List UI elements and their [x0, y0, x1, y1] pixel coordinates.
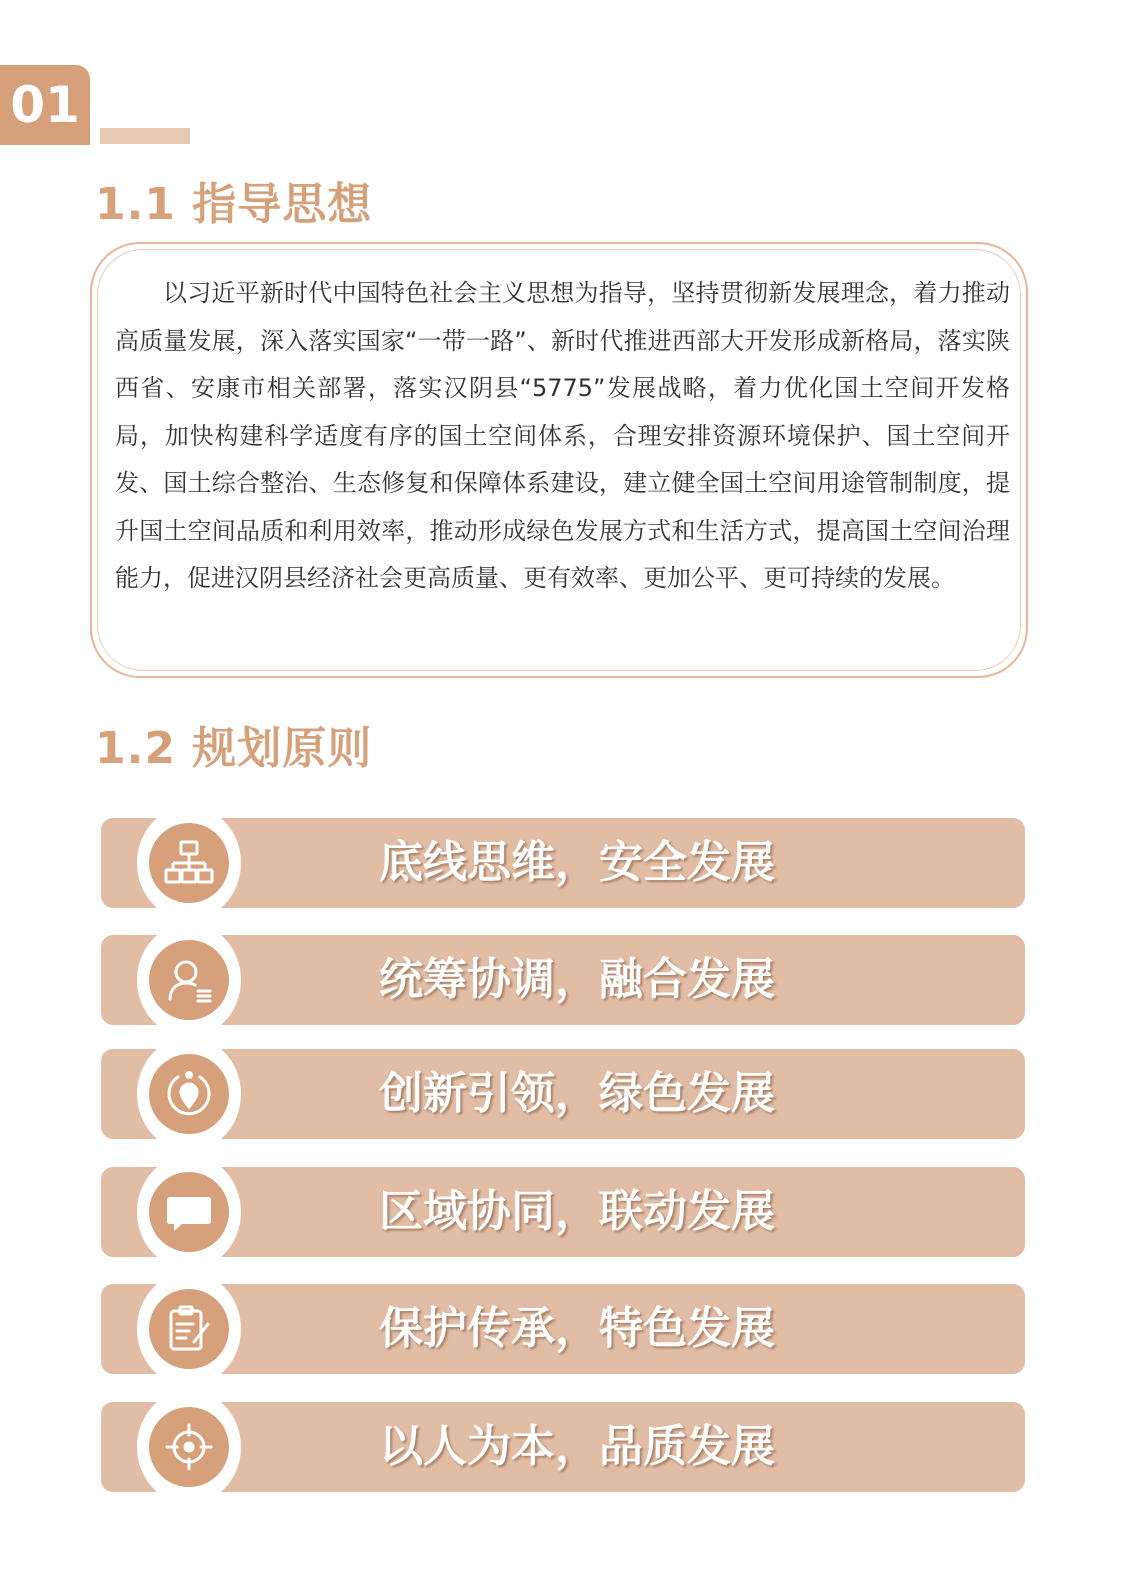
section-title-planning-principles: 1.2 规划原则 [95, 723, 373, 774]
location-pin-icon [149, 1054, 229, 1134]
principle-row [101, 1049, 1025, 1139]
crosshair-icon [149, 1407, 229, 1487]
section-title-guiding-ideology: 1.1 指导思想 [95, 179, 373, 230]
icon-ring [137, 1155, 241, 1269]
clipboard-edit-icon [149, 1289, 229, 1369]
guiding-ideology-paragraph: 以习近平新时代中国特色社会主义思想为指导，坚持贯彻新发展理念，着力推动高质量发展，深入落实国家“一带一路”、新时代推进西部大开发形成新格局，落实陕西省、安康市相关部署，落实汉阴县“5775”发展战略，着力优化国土空间开发格局，加快构建科学适度有序的国土空间体系，合理安排资源环境保护、国土空间开发、国土综合整治、生态修复和保障体系建设，建立健全国土空间用途管制制度，提升国土空间品质和利用效率，推动形成绿色发展方式和生活方式，提高国土空间治理能力，促进汉阴县经济社会更高质量、更有效率、更加公平、更可持续的发展。 [115, 279, 1010, 592]
icon-ring [137, 1272, 241, 1386]
chapter-underline-bar [100, 128, 190, 144]
principle-row [101, 1402, 1025, 1492]
icon-ring [137, 806, 241, 920]
principle-row [101, 818, 1025, 908]
principle-label: 区域协同，联动发展 [379, 1186, 775, 1237]
chapter-number-badge: 01 [0, 65, 90, 145]
principle-label: 创新引领，绿色发展 [379, 1068, 775, 1119]
chat-bubble-icon [149, 1172, 229, 1252]
icon-ring [137, 1037, 241, 1151]
icon-ring [137, 1390, 241, 1504]
principle-label: 保护传承，特色发展 [379, 1303, 775, 1354]
icon-ring [137, 923, 241, 1037]
principle-row [101, 1284, 1025, 1374]
principle-label: 以人为本，品质发展 [379, 1421, 775, 1472]
principle-label: 底线思维，安全发展 [379, 837, 775, 888]
user-list-icon [149, 940, 229, 1020]
principle-row [101, 935, 1025, 1025]
org-chart-icon [149, 823, 229, 903]
principle-row [101, 1167, 1025, 1257]
principle-label: 统筹协调，融合发展 [379, 954, 775, 1005]
